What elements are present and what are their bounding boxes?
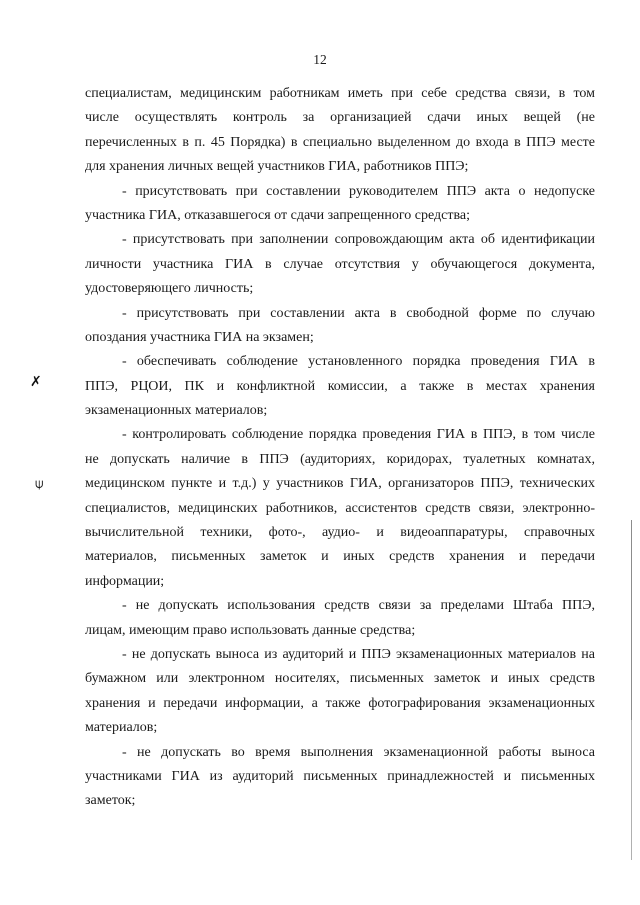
text-line: медицинском пункте и т.д.) у участников ГИА, организаторов ППЭ, технических <box>85 476 595 492</box>
text-line: бумажном или электронном носителях, письменных заметок и иных средств <box>85 671 595 687</box>
text-line: числе осуществлять контроль за организацией сдачи иных вещей (не <box>85 110 595 126</box>
text-line: специалистов, медицинских работников, ассистентов средств связи, электронно- <box>85 500 595 516</box>
scan-edge-line <box>631 720 633 860</box>
text-line: материалов; <box>85 720 158 736</box>
margin-mark: ✗ <box>30 375 42 390</box>
text-line: информации; <box>85 573 165 589</box>
text-line: удостоверяющего личность; <box>85 281 254 297</box>
text-line: - присутствовать при составлении руководителем ППЭ акта о недопуске <box>122 183 595 199</box>
text-line: - обеспечивать соблюдение установленного порядка проведения ГИА в <box>122 354 595 370</box>
text-line: - присутствовать при составлении акта в свободной форме по случаю <box>122 305 595 321</box>
text-line: опоздания участника ГИА на экзамен; <box>85 329 314 345</box>
text-line: не допускать наличие в ППЭ (аудиториях, коридорах, туалетных комнатах, <box>85 451 595 467</box>
text-line: - не допускать использования средств связи за пределами Штаба ППЭ, <box>122 598 595 614</box>
text-line: - не допускать во время выполнения экзаменационной работы выноса <box>122 744 595 760</box>
text-line: вычислительной техники, фото-, аудио- и видеоаппаратуры, справочных <box>85 525 595 541</box>
text-line: - не допускать выноса из аудиторий и ППЭ экзаменационных материалов на <box>122 646 595 662</box>
text-line: специалистам, медицинским работникам иметь при себе средства связи, в том <box>85 86 595 101</box>
text-line: заметок; <box>85 793 136 809</box>
text-line: участниками ГИА из аудиторий письменных принадлежностей и письменных <box>85 768 595 784</box>
text-line: экзаменационных материалов; <box>85 403 268 419</box>
text-line: материалов, письменных заметок и иных средств хранения и передачи <box>85 549 595 565</box>
text-line: участника ГИА, отказавшегося от сдачи запрещенного средства; <box>85 207 470 223</box>
text-line: ППЭ, РЦОИ, ПК и конфликтной комиссии, а также в местах хранения <box>85 378 595 394</box>
text-line: - присутствовать при заполнении сопровождающим акта об идентификации <box>122 232 595 248</box>
text-line: хранения и передачи информации, а также фотографирования экзаменационных <box>85 695 595 711</box>
scan-edge-line <box>631 520 633 720</box>
text-line: личности участника ГИА в случае отсутствия у обучающегося документа, <box>85 256 595 272</box>
text-line: для хранения личных вещей участников ГИА, работников ППЭ; <box>85 159 469 175</box>
text-line: перечисленных в п. 45 Порядка) в специально выделенном до входа в ППЭ месте <box>85 134 595 150</box>
body-text <box>85 82 595 814</box>
page-number: 12 <box>313 52 327 67</box>
margin-mark: ⍦ <box>35 477 44 492</box>
text-line: - контролировать соблюдение порядка проведения ГИА в ППЭ, в том числе <box>122 427 595 443</box>
text-line: лицам, имеющим право использовать данные средства; <box>85 622 416 638</box>
